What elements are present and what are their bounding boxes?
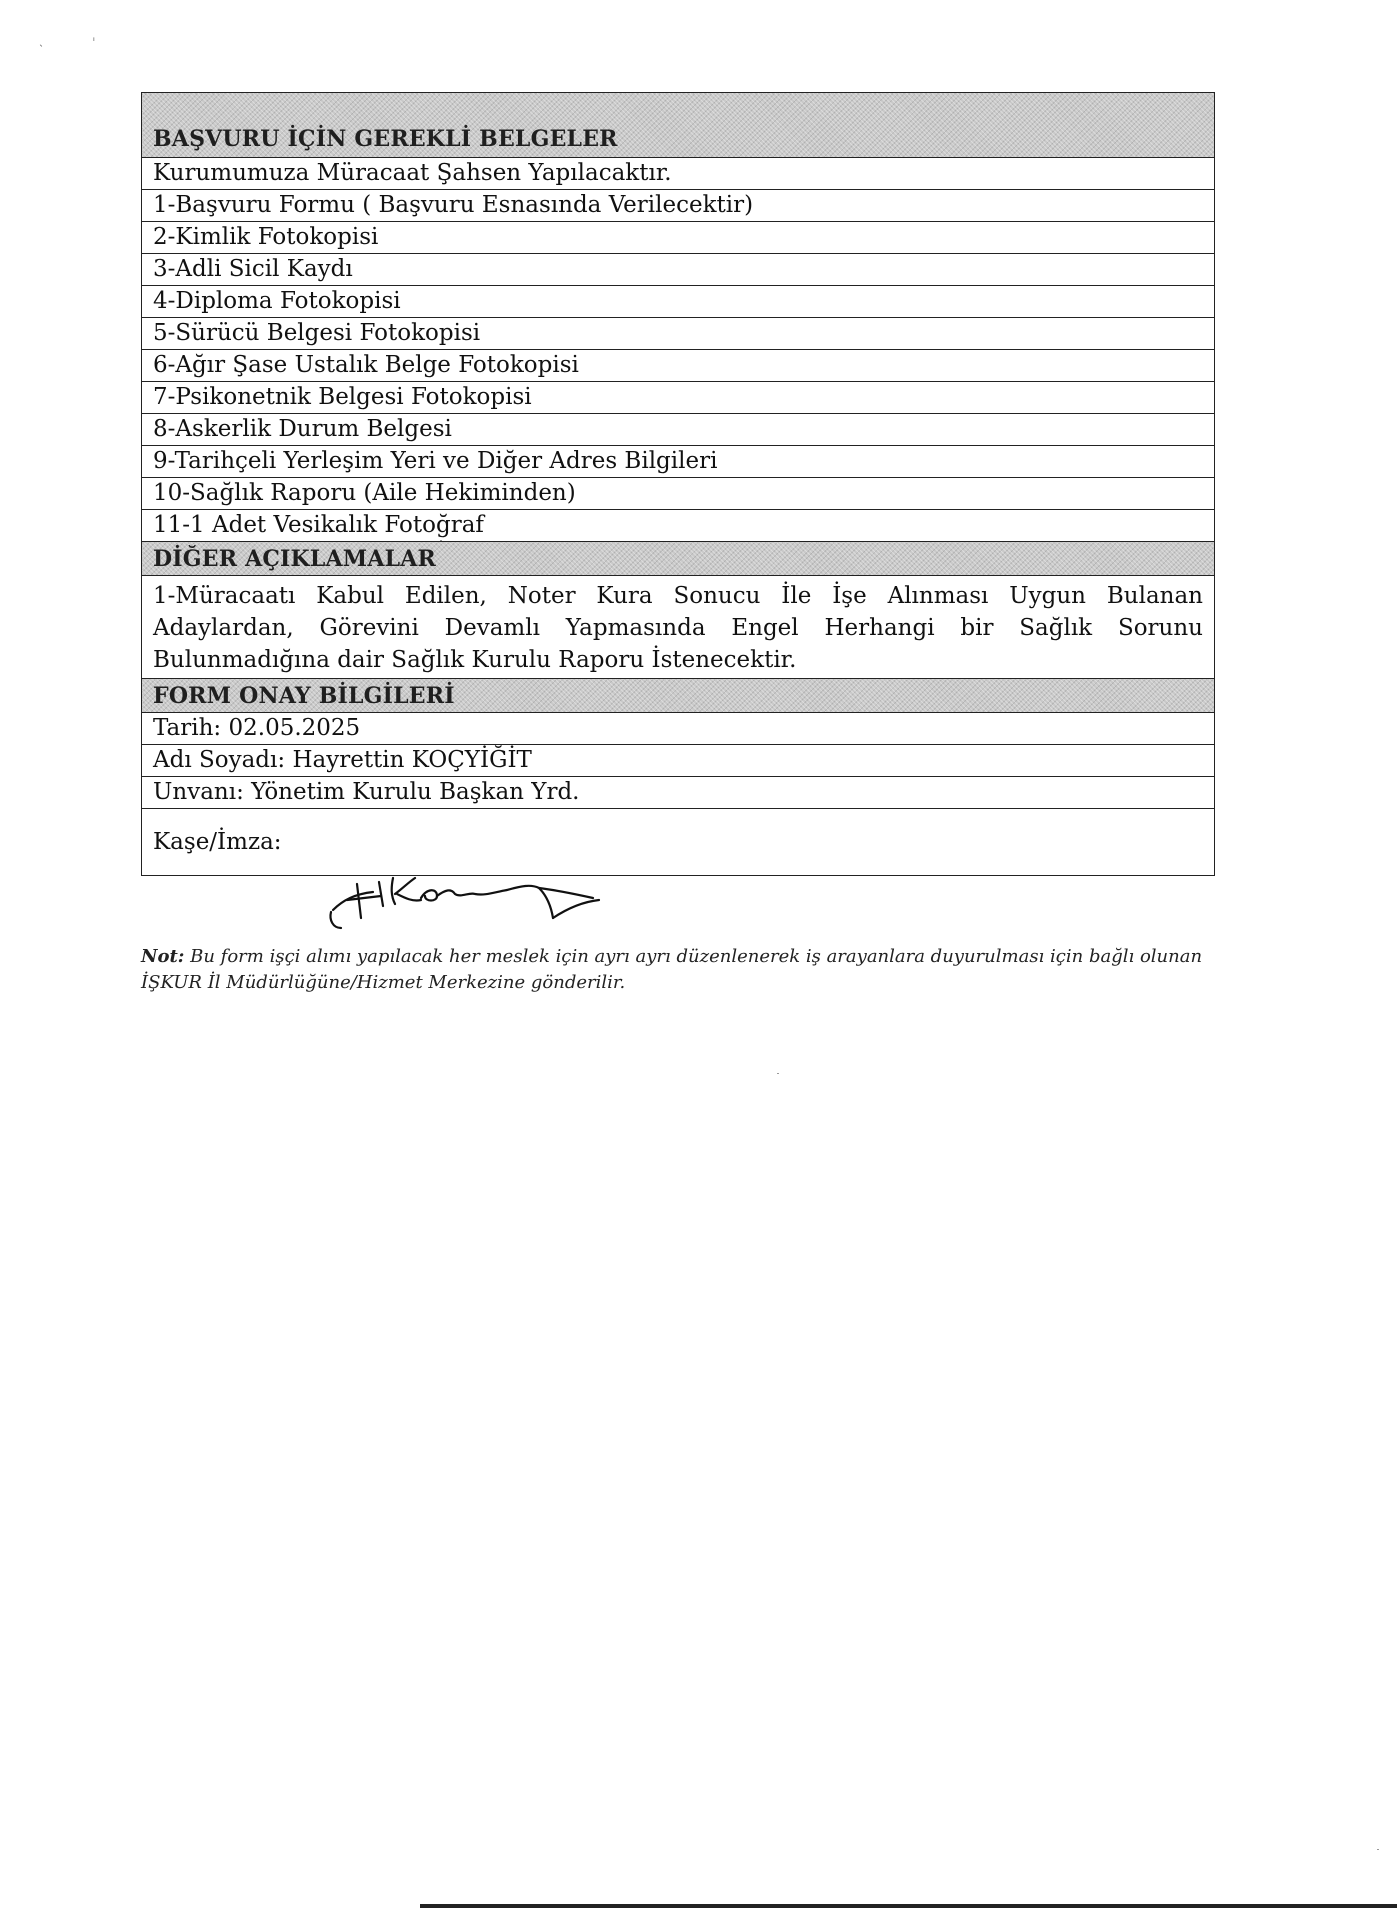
document-item-row <box>142 222 1215 254</box>
handwritten-signature <box>325 870 615 932</box>
section-header-approval <box>142 679 1215 713</box>
documents-intro-row <box>142 158 1215 190</box>
signature-cell <box>142 809 1215 876</box>
stamp-label: Kaşe/İmza: <box>153 828 282 855</box>
footer-note <box>141 944 1219 996</box>
document-item: 4-Diploma Fotokopisi <box>142 286 1215 318</box>
document-item: 10-Sağlık Raporu (Aile Hekiminden) <box>142 478 1215 510</box>
section-title-documents: BAŞVURU İÇİN GEREKLİ BELGELER <box>142 93 1215 158</box>
section-title-other: DİĞER AÇIKLAMALAR <box>142 542 1215 576</box>
document-item-row <box>142 510 1215 542</box>
approval-date: Tarih: 02.05.2025 <box>142 713 1215 745</box>
section-header-documents <box>142 93 1215 158</box>
document-item: 7-Psikonetnik Belgesi Fotokopisi <box>142 382 1215 414</box>
page-bottom-rule <box>420 1904 1397 1908</box>
documents-intro: Kurumumuza Müracaat Şahsen Yapılacaktır. <box>142 158 1215 190</box>
document-item-row <box>142 350 1215 382</box>
document-item-row <box>142 190 1215 222</box>
other-text: 1-Müracaatı Kabul Edilen, Noter Kura Sonucu İle İşe Alınması Uygun Bulanan Adaylardan, Görevini Devamlı Yapmasında Engel Herhangi bir Sağlık Sorunu Bulunmadığına dair Sağlık Kurulu Raporu İstenecektir. <box>142 576 1215 679</box>
approval-title: Unvanı: Yönetim Kurulu Başkan Yrd. <box>142 777 1215 809</box>
application-form-table <box>141 92 1215 876</box>
document-item: 9-Tarihçeli Yerleşim Yeri ve Diğer Adres Bilgileri <box>142 446 1215 478</box>
approval-date-row <box>142 713 1215 745</box>
document-item: 5-Sürücü Belgesi Fotokopisi <box>142 318 1215 350</box>
document-item-row <box>142 254 1215 286</box>
document-item: 11-1 Adet Vesikalık Fotoğraf <box>142 510 1215 542</box>
approval-name-row <box>142 745 1215 777</box>
section-title-approval: FORM ONAY BİLGİLERİ <box>142 679 1215 713</box>
document-item-row <box>142 382 1215 414</box>
document-item: 2-Kimlik Fotokopisi <box>142 222 1215 254</box>
document-item: 3-Adli Sicil Kaydı <box>142 254 1215 286</box>
scan-speck <box>1377 1849 1379 1850</box>
section-header-other <box>142 542 1215 576</box>
document-item-row <box>142 478 1215 510</box>
document-item-row <box>142 318 1215 350</box>
document-item: 6-Ağır Şase Ustalık Belge Fotokopisi <box>142 350 1215 382</box>
scan-speck: ᵢ <box>93 33 95 44</box>
document-item: 8-Askerlik Durum Belgesi <box>142 414 1215 446</box>
document-item: 1-Başvuru Formu ( Başvuru Esnasında Verilecektir) <box>142 190 1215 222</box>
scan-speck <box>777 1073 779 1074</box>
document-item-row <box>142 414 1215 446</box>
approval-title-row <box>142 777 1215 809</box>
other-text-row <box>142 576 1215 679</box>
scan-speck: ˎ <box>39 36 44 47</box>
approval-signature-row <box>142 809 1215 876</box>
note-text: Bu form işçi alımı yapılacak her meslek için ayrı ayrı düzenlenerek iş arayanlara duyurulması için bağlı olunan İŞKUR İl Müdürlüğüne/Hizmet Merkezine gönderilir. <box>141 946 1203 993</box>
note-label: Not: <box>141 946 185 967</box>
approval-name: Adı Soyadı: Hayrettin KOÇYİĞİT <box>142 745 1215 777</box>
document-item-row <box>142 446 1215 478</box>
document-item-row <box>142 286 1215 318</box>
